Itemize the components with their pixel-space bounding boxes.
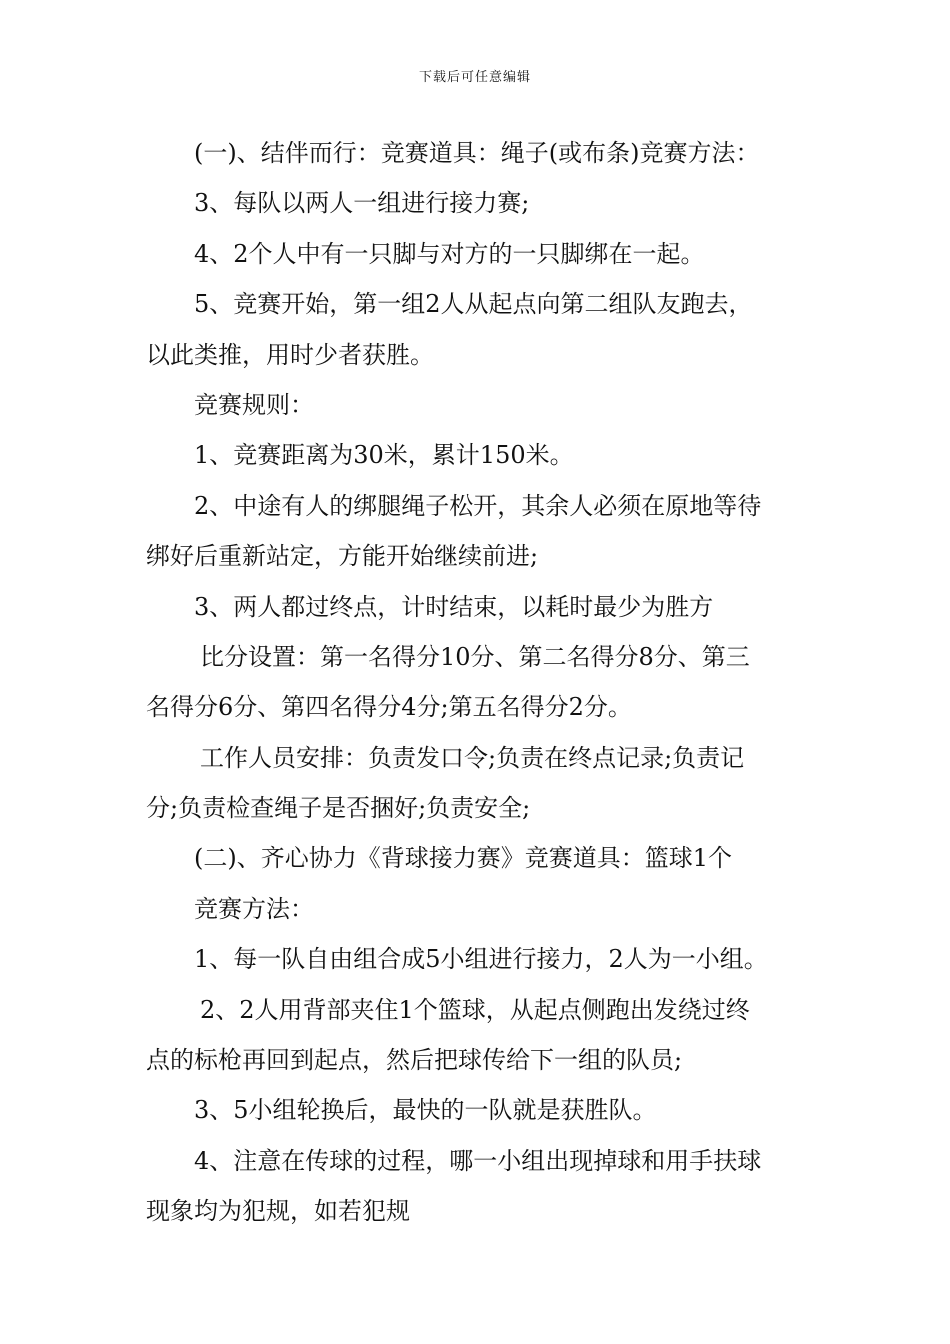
text-line: 3、5小组轮换后，最快的一队就是获胜队。 (194, 1096, 657, 1125)
text-line: 点的标枪再回到起点，然后把球传给下一组的队员; (146, 1046, 683, 1075)
text-line: 名得分6分、第四名得分4分;第五名得分2分。 (146, 693, 632, 722)
text-line: 分;负责检查绳子是否捆好;负责安全; (146, 794, 531, 823)
text-line: 1、每一队自由组合成5小组进行接力，2人为一小组。 (194, 945, 768, 974)
text-line: 2、中途有人的绑腿绳子松开，其余人必须在原地等待 (194, 491, 762, 520)
text-line: 工作人员安排：负责发口令;负责在终点记录;负责记 (200, 743, 745, 772)
text-line: 以此类推，用时少者获胜。 (146, 340, 434, 369)
text-line: (一)、结伴而行：竞赛道具：绳子(或布条)竞赛方法： (194, 139, 760, 167)
text-line: 现象均为犯规，如若犯规 (146, 1197, 410, 1226)
text-line: 1、竞赛距离为30米，累计150米。 (194, 441, 574, 470)
text-line: 2、2人用背部夹住1个篮球，从起点侧跑出发绕过终 (200, 995, 750, 1024)
text-line: 4、2个人中有一只脚与对方的一只脚绑在一起。 (194, 239, 705, 268)
text-line: (二)、齐心协力《背球接力赛》竞赛道具：篮球1个 (194, 844, 732, 873)
text-line: 比分设置：第一名得分10分、第二名得分8分、第三 (200, 642, 750, 671)
text-line: 竞赛规则： (194, 390, 314, 419)
text-line: 4、注意在传球的过程，哪一小组出现掉球和用手扶球 (194, 1146, 762, 1175)
text-line: 绑好后重新站定，方能开始继续前进; (146, 542, 539, 571)
text-line: 3、两人都过终点，计时结束，以耗时最少为胜方 (194, 592, 714, 621)
text-line: 竞赛方法： (194, 894, 314, 923)
document-body (146, 128, 810, 1237)
text-line: 3、每队以两人一组进行接力赛; (194, 189, 530, 218)
page-header: 下载后可任意编辑 (418, 70, 531, 85)
text-line: 5、竞赛开始，第一组2人从起点向第二组队友跑去， (194, 290, 753, 319)
